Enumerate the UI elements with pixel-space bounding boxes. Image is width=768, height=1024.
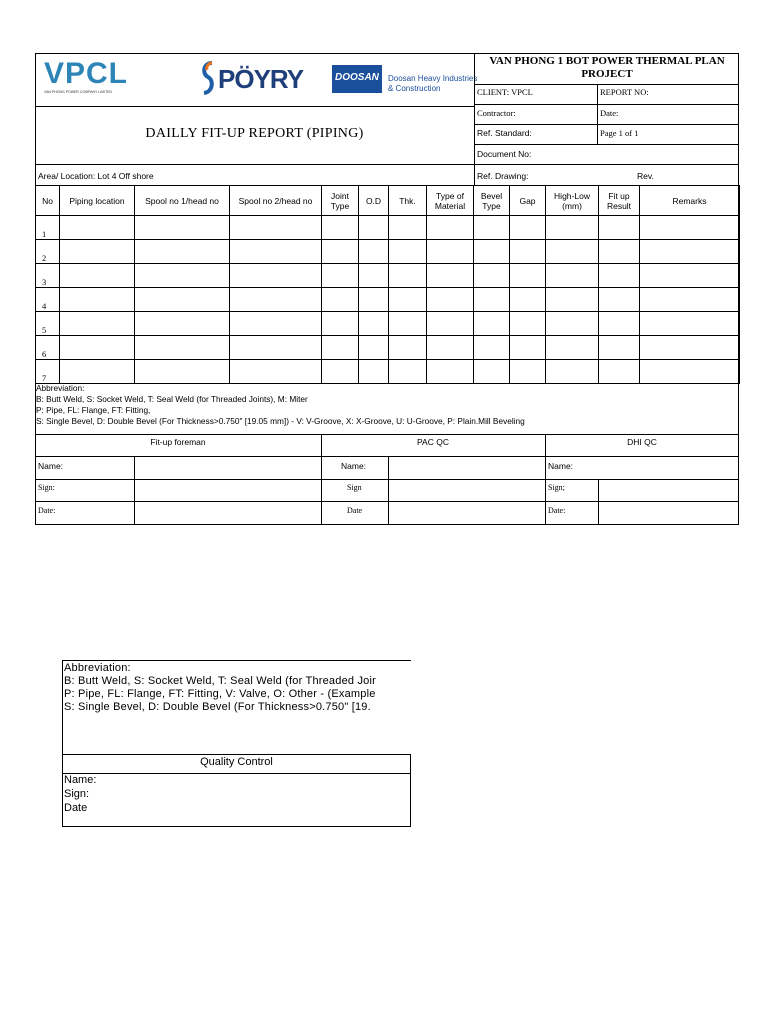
abbreviation-line-2: P: Pipe, FL: Flange, FT: Fitting, — [36, 405, 151, 415]
abbreviation-title: Abbreviation: — [36, 383, 85, 393]
col-material: Type of Material — [427, 186, 474, 216]
poyry-swirl-icon — [200, 60, 216, 96]
vpcl-logo-tagline: VAN PHONG POWER COMPANY LIMITED — [44, 90, 113, 94]
row-number: 1 — [36, 216, 60, 240]
fitup-date-label: Date: — [38, 506, 56, 515]
pac-sign-label: Sign — [347, 483, 362, 492]
col-spool-2: Spool no 2/head no — [230, 186, 322, 216]
doosan-logo-text: DOOSAN — [335, 72, 379, 83]
row-number: 5 — [36, 312, 60, 336]
inset-abbreviation-line-2: P: Pipe, FL: Flange, FT: Fitting, V: Valve, O: Other - (Example — [64, 688, 376, 700]
area-location-label: Area/ Location: Lot 4 Off shore — [38, 171, 154, 181]
abbreviation-line-1: B: Butt Weld, S: Socket Weld, T: Seal Weld (for Threaded Joints), M: Miter — [36, 394, 308, 404]
col-high-low: High-Low (mm) — [546, 186, 599, 216]
date-label: Date: — [600, 108, 619, 118]
dhi-sign-label: Sign; — [548, 483, 565, 492]
table-row — [36, 240, 740, 264]
dhi-date-label: Date: — [548, 506, 566, 515]
doosan-logo-box — [332, 65, 382, 93]
col-spool-1: Spool no 1/head no — [135, 186, 230, 216]
inset-quality-control: Quality Control — [200, 756, 273, 768]
pac-qc-header: PAC QC — [417, 437, 449, 447]
row-number: 3 — [36, 264, 60, 288]
abbreviation-line-3: S: Single Bevel, D: Double Bevel (For Thickness>0.750" [19.05 mm]) - V: V-Groove, X: X-Groove, U: U-Groove, P: Plain.Mill Beveling — [36, 416, 525, 426]
inset-abbreviation-line-1: B: Butt Weld, S: Socket Weld, T: Seal Weld (for Threaded Joir — [64, 675, 376, 687]
table-header-row — [36, 186, 740, 216]
client-label: CLIENT: VPCL — [477, 87, 533, 97]
inset-date-label: Date — [64, 802, 88, 814]
contractor-label: Contractor: — [477, 108, 516, 118]
row-number: 4 — [36, 288, 60, 312]
report-title: DAILLY FIT-UP REPORT (PIPING) — [145, 126, 364, 141]
document-no-label: Document No: — [477, 149, 532, 159]
table-row — [36, 336, 740, 360]
fitup-foreman-header: Fit-up foreman — [150, 437, 206, 447]
dhi-qc-header: DHI QC — [627, 437, 657, 447]
doosan-logo — [332, 63, 478, 99]
vpcl-logo-text: VPCL — [44, 57, 129, 90]
ref-standard-label: Ref. Standard: — [477, 128, 532, 138]
poyry-logo-text: PÖYRY — [218, 64, 304, 94]
row-number: 6 — [36, 336, 60, 360]
row-number: 2 — [36, 240, 60, 264]
col-bevel-type: Bevel Type — [474, 186, 510, 216]
abbreviation-block — [36, 383, 736, 427]
col-remarks: Remarks — [640, 186, 740, 216]
inset-clip — [62, 660, 411, 827]
inset-sign-label: Sign: — [64, 788, 90, 800]
poyry-logo — [200, 60, 304, 100]
inset-abbreviation-line-3: S: Single Bevel, D: Double Bevel (For Thickness>0.750" [19. — [64, 701, 371, 713]
table-row — [36, 288, 740, 312]
table-row — [36, 216, 740, 240]
fitup-table — [35, 185, 740, 384]
ref-drawing-label: Ref. Drawing: — [477, 171, 529, 181]
rev-label: Rev. — [637, 171, 654, 181]
vpcl-logo — [44, 58, 134, 100]
table-row — [36, 360, 740, 384]
inset-name-label: Name: — [64, 774, 97, 786]
col-fitup-result: Fit up Result — [599, 186, 640, 216]
pac-date-label: Date — [347, 506, 363, 515]
pac-name-label: Name: — [341, 461, 367, 471]
col-no: No — [36, 186, 60, 216]
fitup-name-label: Name: — [38, 461, 64, 471]
row-number: 7 — [36, 360, 60, 384]
report-no-label: REPORT NO: — [600, 87, 649, 97]
inset-abbreviation — [64, 662, 409, 714]
fitup-sign-label: Sign: — [38, 483, 55, 492]
inset-abbreviation-title: Abbreviation: — [64, 662, 131, 674]
table-row — [36, 264, 740, 288]
page-label: Page 1 of 1 — [600, 128, 639, 138]
inset-top-border — [62, 660, 411, 661]
table-row — [36, 312, 740, 336]
dhi-name-label: Name: — [548, 461, 574, 471]
col-joint-type: Joint Type — [322, 186, 359, 216]
col-gap: Gap — [510, 186, 546, 216]
doosan-name-line1: Doosan Heavy Industries — [388, 74, 478, 83]
col-thk: Thk. — [389, 186, 427, 216]
doosan-name-line2: & Construction — [388, 84, 441, 93]
project-title: VAN PHONG 1 BOT POWER THERMAL PLAN PROJECT — [489, 55, 725, 80]
col-piping-location: Piping location — [60, 186, 135, 216]
col-od: O.D — [359, 186, 389, 216]
